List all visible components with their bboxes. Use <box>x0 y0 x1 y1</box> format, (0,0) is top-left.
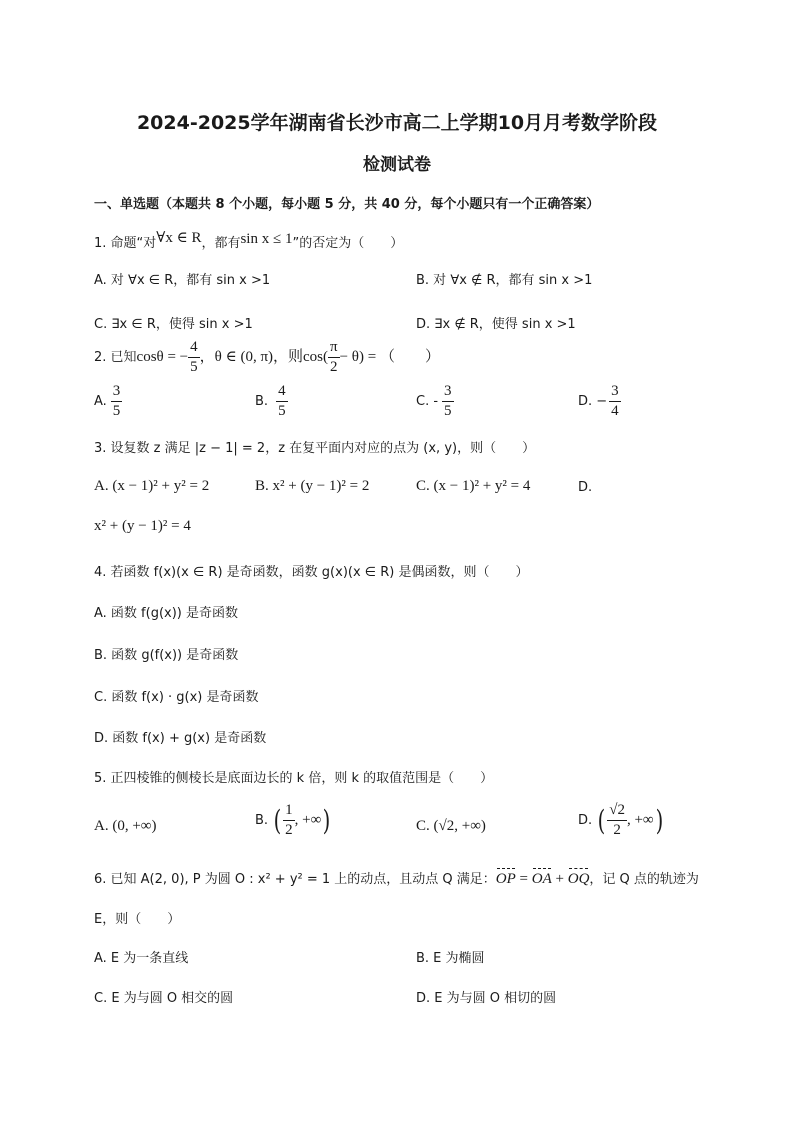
question-1-stem <box>94 232 403 252</box>
q2-c-den: 5 <box>444 403 452 419</box>
q2-stem-text: 2. 已知 <box>94 350 137 365</box>
q6-eq: = <box>515 871 532 887</box>
q1-stem-text-a: 1. 命题“对 <box>94 236 157 251</box>
q2-option-c-label: C. - <box>416 394 439 409</box>
q2-option-a-frac <box>111 384 123 419</box>
q5-b-den: 2 <box>285 822 293 838</box>
q2-b-num: 4 <box>276 384 288 402</box>
q3-option-a[interactable]: A. (x − 1)² + y² = 2 <box>94 478 210 494</box>
q6-option-a[interactable]: A. E 为一条直线 <box>94 951 189 966</box>
q6-option-b[interactable]: B. E 为椭圆 <box>416 951 485 966</box>
q5-b-tail: , +∞ <box>294 812 322 828</box>
question-5-stem: 5. 正四棱锥的侧棱长是底面边长的 k 倍，则 k 的取值范围是（ ） <box>94 771 494 786</box>
q2-option-b-label: B. <box>255 394 269 409</box>
q5-option-d-label: D. <box>578 813 593 828</box>
q6-option-d[interactable]: D. E 为与圆 O 相切的圆 <box>416 991 557 1006</box>
q6-vector-op: OP <box>495 871 516 887</box>
q1-option-c[interactable]: C. ∃x ∈ R，使得 sin x >1 <box>94 317 253 332</box>
q4-option-b[interactable]: B. 函数 g(f(x)) 是奇函数 <box>94 648 239 663</box>
q3-option-b[interactable]: B. x² + (y − 1)² = 2 <box>255 478 370 494</box>
q5-option-a[interactable]: A. (0, +∞) <box>94 818 157 834</box>
q3-option-c[interactable]: C. (x − 1)² + y² = 4 <box>416 478 531 494</box>
q2-d-den: 4 <box>611 403 619 419</box>
q2-cos: cosθ = − <box>136 349 189 365</box>
q2-pi-fraction <box>328 340 340 375</box>
q6-vector-oq: OQ <box>567 871 590 887</box>
q1-stem-text-b: ，都有 <box>201 236 241 251</box>
q2-option-b-frac <box>276 384 288 419</box>
q5-option-c[interactable]: C. (√2, +∞) <box>416 818 486 834</box>
q5-b-right-paren: ) <box>322 803 331 837</box>
q5-d-frac <box>607 803 627 838</box>
page-title: 2024-2025学年湖南省长沙市高二上学期10月月考数学阶段 <box>136 112 658 134</box>
q3-option-d[interactable]: D. <box>578 480 593 495</box>
q2-option-a[interactable] <box>94 384 122 419</box>
q5-option-d[interactable] <box>578 803 665 838</box>
q2-option-d-label: D. − <box>578 394 608 409</box>
question-3-stem: 3. 设复数 z 满足 |z − 1| = 2，z 在复平面内对应的点为 (x, y)，则（ ） <box>94 441 536 456</box>
q6-stem-text-b: ，记 Q 点的轨迹为 <box>589 872 699 887</box>
q2-option-d-frac <box>609 384 621 419</box>
q5-d-tail: , +∞ <box>626 812 654 828</box>
q1-option-d[interactable]: D. ∃x ∉ R，使得 sin x >1 <box>416 317 576 332</box>
q6-option-c[interactable]: C. E 为与圆 O 相交的圆 <box>94 991 234 1006</box>
q2-pi-den: 2 <box>330 359 338 375</box>
q5-d-left-paren: ( <box>597 803 606 837</box>
q5-option-b[interactable] <box>255 803 332 838</box>
q5-b-left-paren: ( <box>273 803 282 837</box>
q2-frac-num: 4 <box>188 340 200 358</box>
q2-option-c[interactable] <box>416 384 454 419</box>
question-2-stem <box>94 340 440 375</box>
q2-pi-num: π <box>328 340 340 358</box>
page-subtitle: 检测试卷 <box>363 155 431 175</box>
q1-stem-text-c: ”的否定为（ ） <box>292 236 404 251</box>
q2-option-d[interactable] <box>578 384 621 419</box>
q2-option-c-frac <box>442 384 454 419</box>
q1-option-b[interactable]: B. 对 ∀x ∉ R，都有 sin x >1 <box>416 273 593 288</box>
q1-stem-math-b: sin x ≤ 1 <box>240 231 293 247</box>
q2-b-den: 5 <box>278 403 286 419</box>
q2-c-num: 3 <box>442 384 454 402</box>
q4-option-a[interactable]: A. 函数 f(g(x)) 是奇函数 <box>94 606 239 621</box>
q5-d-den: 2 <box>613 822 621 838</box>
q5-b-frac <box>283 803 295 838</box>
q6-vector-oa: OA <box>531 871 552 887</box>
question-6-stem <box>94 868 699 888</box>
question-4-stem: 4. 若函数 f(x)(x ∈ R) 是奇函数，函数 g(x)(x ∈ R) 是偶函数，则（ ） <box>94 565 529 580</box>
q6-plus: + <box>551 871 568 887</box>
q2-cos2: cos( <box>303 349 329 365</box>
section-heading: 一、单选题（本题共 8 个小题，每小题 5 分，共 40 分，每个小题只有一个正确答案） <box>94 197 600 212</box>
q5-b-num: 1 <box>283 803 295 821</box>
q4-option-d[interactable]: D. 函数 f(x) + g(x) 是奇函数 <box>94 731 267 746</box>
q5-option-b-label: B. <box>255 813 269 828</box>
q6-stem-continued: E，则（ ） <box>94 912 181 927</box>
q2-tail: − θ) = （ ） <box>339 349 440 365</box>
q1-stem-math-a: ∀x ∈ R <box>156 230 202 246</box>
q2-a-num: 3 <box>111 384 123 402</box>
q4-option-c[interactable]: C. 函数 f(x) · g(x) 是奇函数 <box>94 690 259 705</box>
q2-d-num: 3 <box>609 384 621 402</box>
q2-frac-den: 5 <box>190 359 198 375</box>
q3-option-d-content[interactable]: x² + (y − 1)² = 4 <box>94 518 191 534</box>
q5-d-right-paren: ) <box>655 803 663 837</box>
q2-option-b[interactable] <box>255 384 288 419</box>
q2-fraction <box>188 340 200 375</box>
q5-d-num: √2 <box>607 803 627 821</box>
q2-theta: ，θ ∈ (0, π)，则 <box>199 349 304 365</box>
q2-a-den: 5 <box>112 403 121 419</box>
q6-stem-text-a: 6. 已知 A(2, 0), P 为圆 O : x² + y² = 1 上的动点，且动点 Q 满足： <box>94 872 496 887</box>
q2-option-a-label: A. <box>94 394 107 409</box>
q1-option-a[interactable]: A. 对 ∀x ∈ R，都有 sin x >1 <box>94 273 271 288</box>
